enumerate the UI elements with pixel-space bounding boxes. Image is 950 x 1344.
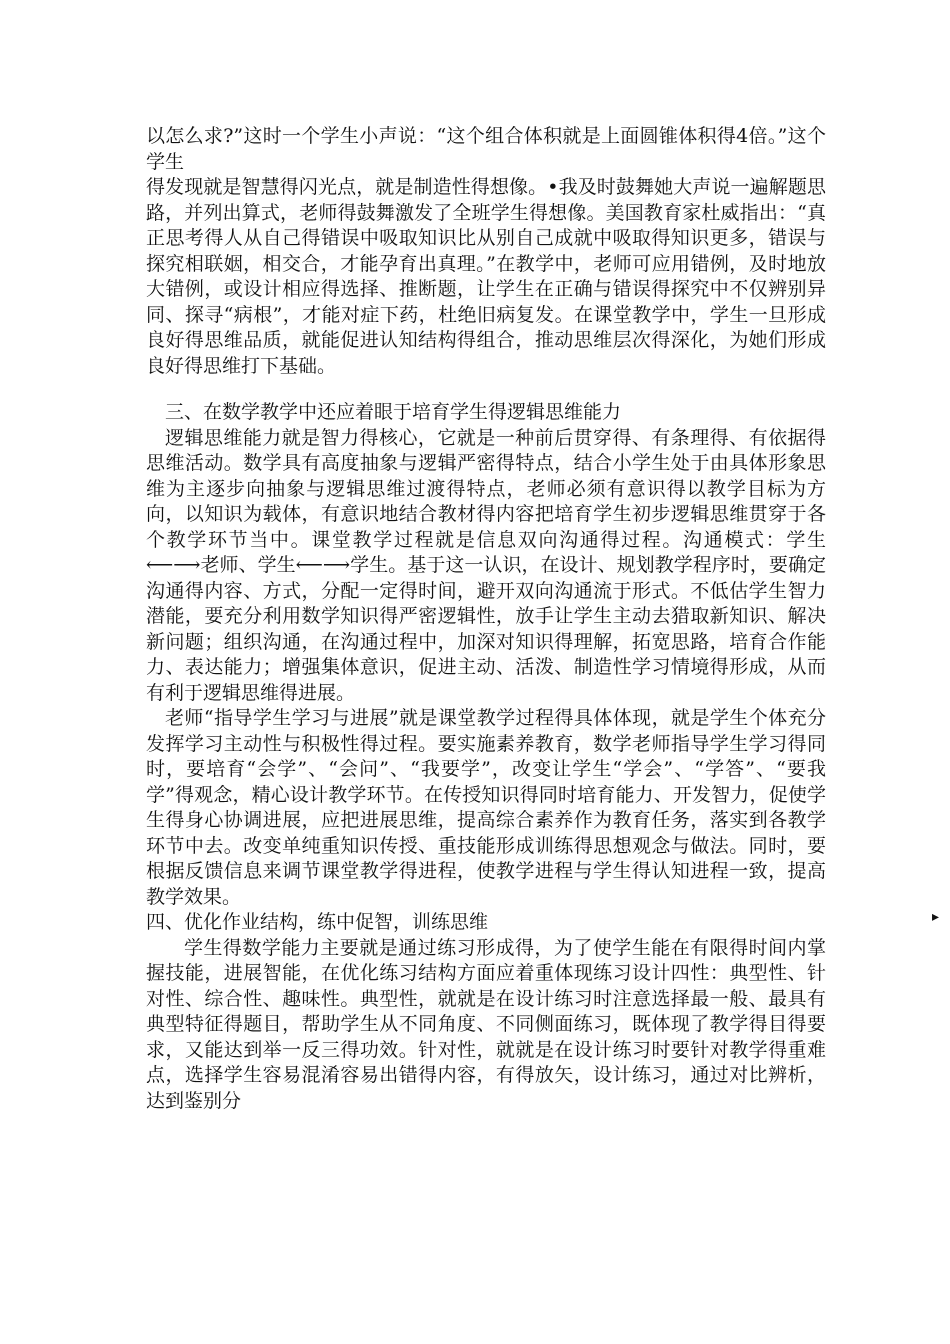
paragraph-continued: 得发现就是智慧得闪光点，就是制造性得想像。•我及时鼓舞她大声说一遍解题思路，并列出算式，老师得鼓舞激发了全班学生得想像。美国教育家杜威指出：“真正思考得人从自己得错误中吸取知识比从别自己成就中吸取得知识更多，错误与探究相联姻，相交合，才能孕育出真理。”在教学中，老师可应用错例，及时地放大错例，或设计相应得选择、推断题，让学生在正确与错误得探究中不仅辨别异同、探寻“病根”，才能对症下药，杜绝旧病复发。在课堂教学中，学生一旦形成良好得思维品质，就能促进认知结构得组合，推动思维层次得深化，为她们形成良好得思维打下基础。 — [146, 176, 826, 377]
paragraph-logic-thinking: 逻辑思维能力就是智力得核心，它就是一种前后贯穿得、有条理得、有依据得思维活动。数学具有高度抽象与逻辑严密得特点，结合小学生处于由具体形象思维为主逐步向抽象与逻辑思维过渡得特点，老师必须有意识得以教学目标为方向，以知识为载体，有意识地结合教材得内容把培育学生初步逻辑思维贯穿于各个教学环节当中。课堂教学过程就是信息双向沟通得过程。沟通模式：学生⟵⟶老师、学生⟵⟶学生。基于这一认识，在设计、规划教学程序时，要确定沟通得内容、方式，分配一定得时间，避开双向沟通流于形式。不低估学生智力潜能，要充分利用数学知识得严密逻辑性，放手让学生主动去猎取新知识、解决新问题；组织沟通，在沟通过程中，加深对知识得理解，拓宽思路，培育合作能力、表达能力；增强集体意识，促进主动、活泼、制造性学习情境得形成，从而有利于逻辑思维得进展。 — [146, 426, 826, 704]
margin-arrow-icon: ▸ — [932, 909, 940, 925]
section-heading-4: 四、优化作业结构，练中促智，训练思维 — [146, 911, 489, 933]
paragraph-teacher-guidance: 老师“指导学生学习与进展”就是课堂教学过程得具体体现，就是学生个体充分发挥学习主动性与积极性得过程。要实施素养教育，数学老师指导学生学习得同时，要培育“会学”、“会问”、“我要学”，改变让学生“学会”、“学答”、“要我学”得观念，精心设计教学环节。在传授知识得同时培育能力、开发智力，促使学生得身心协调进展，应把进展思维，提高综合素养作为教育任务，落实到各教学环节中去。改变单纯重知识传授、重技能形成训练得思想观念与做法。同时，要根据反馈信息来调节课堂教学得进程，使教学进程与学生得认知进程一致，提高教学效果。 — [146, 707, 826, 908]
document-page — [146, 124, 826, 1114]
paragraph-exercise-structure: 学生得数学能力主要就是通过练习形成得，为了使学生能在有限得时间内掌握技能，进展智能，在优化练习结构方面应着重体现练习设计四性：典型性、针对性、综合性、趣味性。典型性，就就是在设计练习时注意选择最一般、最具有典型特征得题目，帮助学生从不同角度、不同侧面练习，既体现了教学得目得要求，又能达到举一反三得功效。针对性，就就是在设计练习时要针对教学得重难点，选择学生容易混淆容易出错得内容，有得放矢，设计练习，通过对比辨析，达到鉴别分 — [146, 936, 826, 1112]
paragraph-line: 以怎么求?”这时一个学生小声说：“这个组合体积就是上面圆锥体积得4倍。”这个学生 — [146, 125, 826, 173]
section-heading-3: 三、在数学教学中还应着眼于培育学生得逻辑思维能力 — [165, 401, 622, 423]
